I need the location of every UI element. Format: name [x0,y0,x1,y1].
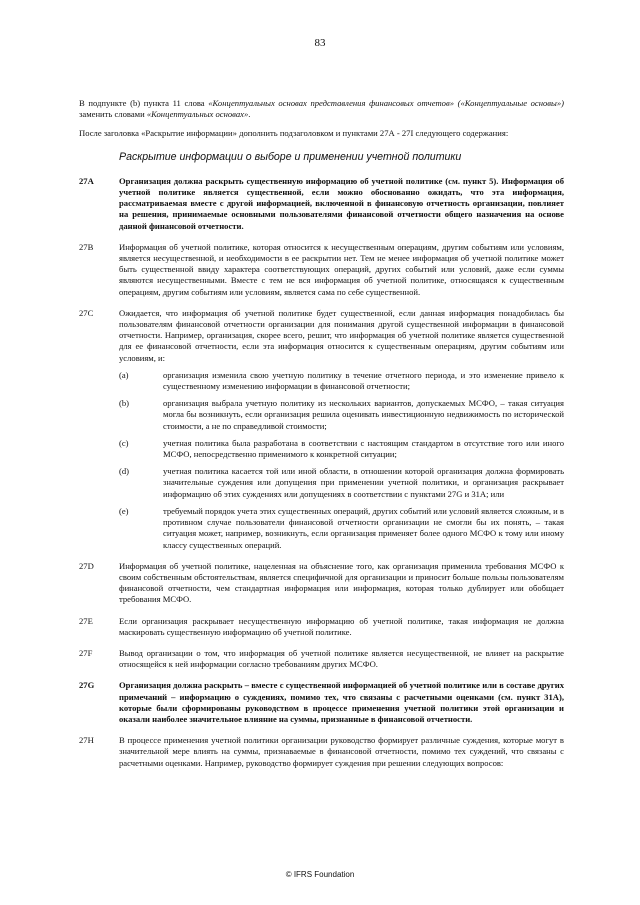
paragraph-27b [79,242,564,298]
paragraph-27c [79,308,564,551]
list-item: (a) организация изменила свою учетную политику в течение отчетного периода, и это изменение привело к существенному изменению информации в финансовой отчетности; [119,369,564,392]
paragraph-number: 27H [79,735,94,746]
paragraph-27e [79,616,564,638]
paragraph-27g [79,680,564,725]
paragraph-27a [79,176,564,232]
paragraph-text: В процессе применения учетной политики организации руководство формирует различные суждения, которые могут в значительной мере влиять на суммы, признаваемые в финансовой отчетности, помимо тех суждений, что связаны с расчетными оценками. Например, руководство формирует суждения при решении следующих вопросов: [119,735,564,768]
paragraph-text: Информация об учетной политике, нацеленная на объяснение того, как организация применила требования МСФО к своим собственным обстоятельствам, является специфичной для организации и приносит больше пользы пользователям финансовой отчетности, чем стандартная информация или информация, которая только дублирует или обобщает требования МСФО. [119,560,564,605]
intro [79,98,564,140]
list-item: (e) требуемый порядок учета этих существенных операций, других событий или условий является сложным, и в противном случае пользователи финансовой отчетности организации не смогли бы их понять, – такая ситуация может, например, возникнуть, если организация применяет более одного МСФО к тому или иному классу существенных операций. [119,505,564,550]
paragraph-number: 27B [79,241,94,252]
paragraph-number: 27D [79,560,94,571]
list-item: (d) учетная политика касается той или иной области, в отношении которой организация должна формировать значительные суждения или допущения при применении учетной политики, и организация раскрывает информацию об этих суждениях или допущениях в соответствии с пунктами 27G и 31A; или [119,466,564,499]
intro-amendment: В подпункте (b) пункта 11 слова «Концептуальных основах представления финансовых отчетов» («Концептуальные основы») заменить словами «Концептуальных основах». [79,98,564,120]
list-item: (b) организация выбрала учетную политику из нескольких вариантов, допускаемых МСФО, – такая ситуация могла бы возникнуть, если организация решила оценивать инвестиционную недвижимость по исторической стоимости, а не по справедливой стоимости; [119,398,564,431]
paragraph-number: 27C [79,307,94,318]
paragraph-number: 27F [79,647,93,658]
paragraph-text: Организация должна раскрыть – вместе с существенной информацией об учетной политике или в составе других примечаний – информацию о суждениях, помимо тех, что связаны с расчетными оценками (см. пункт 31A), которые были сформированы руководством в процессе применения учетной политики этой организации и оказали наиболее значительное влияние на суммы, признанные в финансовой отчетности. [119,680,564,724]
paragraph-number: 27G [79,680,95,691]
paragraph-number: 27A [79,175,94,186]
footer-copyright: © IFRS Foundation [285,870,355,879]
paragraph-text: Ожидается, что информация об учетной политике будет существенной, если данная информация понадобилась бы пользователям финансовой отчетности организации для понимания другой существенной информации в финансовой отчетности. Например, организация, скорее всего, решит, что информация об учетной политике является существенной для ее финансовой отчетности, если эта информация относится к существенным операциям, другим событиям или условиям, и: [119,307,564,363]
paragraph-text: Информация об учетной политике, которая относится к несущественным операциям, другим событиям или условиям, является несущественной, и необходимости в ее раскрытии нет. Тем не менее информация об учетной политике может быть существенной ввиду характера соответствующих операций, других событий или условий, даже если суммы являются несущественными. Вместе с тем не вся информация об учетной политике, относящаяся к существенным операциям, другим событиям или условиям, является сама по себе существенной. [119,241,564,297]
paragraph-text: Если организация раскрывает несущественную информацию об учетной политике, такая информация не должна маскировать существенную информацию об учетной политике. [119,615,564,637]
paragraph-text: Вывод организации о том, что информация об учетной политике является несущественной, не влияет на раскрытие относящейся к ней информации согласно требованиям других МСФО. [119,647,564,670]
paragraph-number: 27E [79,615,93,626]
paragraph-text: Организация должна раскрыть существенную информацию об учетной политике (см. пункт 5). Информация об учетной политике является существенной, если можно обоснованно ожидать, что эта информация, рассматриваемая вместе с другой информацией, включенной в финансовую отчетность организации, повлияет на решения, принимаемые основными пользователями финансовой отчетности общего назначения на основе данной финансовой отчетности. [119,175,564,231]
paragraph-27h [79,735,564,769]
paragraph-27f [79,648,564,670]
section-heading: Раскрытие информации о выборе и применении учетной политики [119,150,462,163]
document-body [79,98,564,779]
list-item: (c) учетная политика была разработана в соответствии с настоящим стандартом в отсутствие того или иного МСФО, непосредственно применимого к конкретной ситуации; [119,437,564,460]
paragraph-27d [79,561,564,606]
intro-instruction: После заголовка «Раскрытие информации» дополнить подзаголовком и пунктами 27А - 27I следующего содержания: [79,128,509,139]
page-number: 83 [314,37,326,49]
